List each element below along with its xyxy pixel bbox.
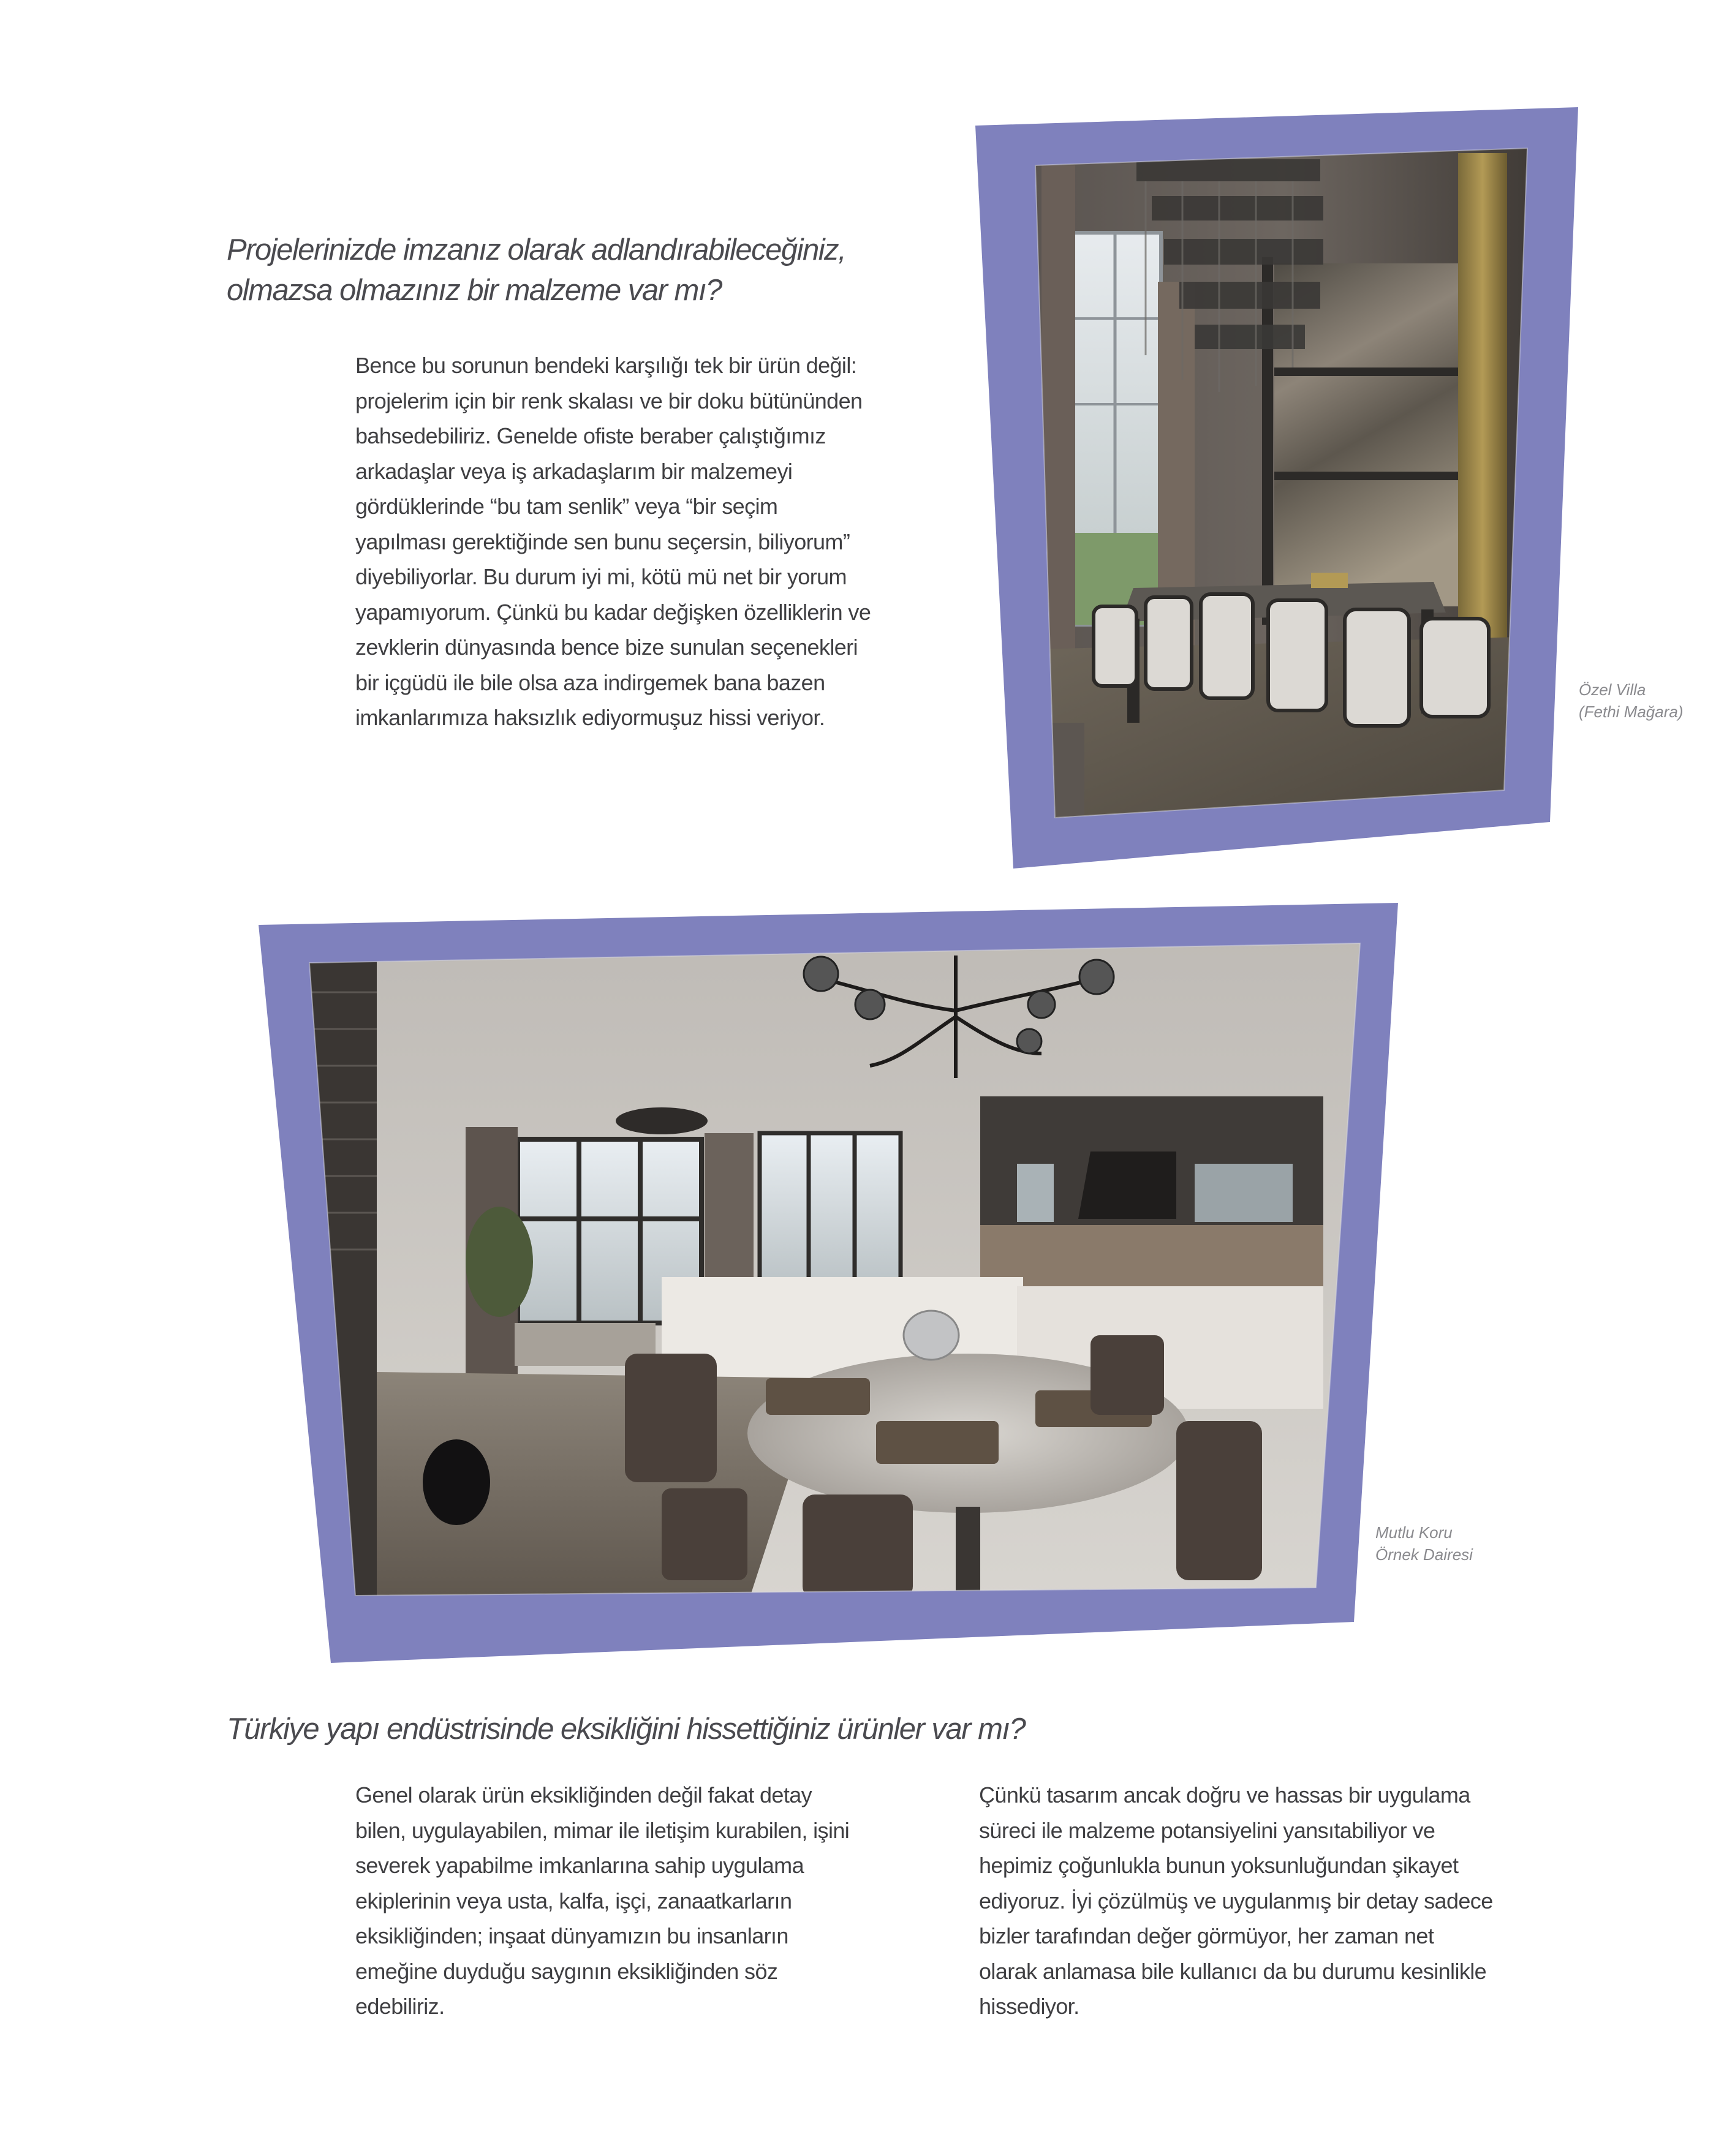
answer-line: arkadaşlar veya iş arkadaşlarım bir malzemeyi	[355, 458, 793, 484]
question-heading-2	[227, 1709, 1329, 1749]
answer-line: Genel olarak ürün eksikliğinden değil fakat detay	[355, 1782, 812, 1807]
answer-line: hissediyor.	[979, 1994, 1079, 2019]
answer-line: yapılması gerektiğinde sen bunu seçersin, biliyorum”	[355, 529, 850, 554]
answer-line: hepimiz çoğunlukla bunun yoksunluğundan şikayet	[979, 1853, 1459, 1878]
answer-line: diyebiliyorlar. Bu durum iyi mi, kötü mü net bir yorum	[355, 564, 847, 589]
answer-line: ediyoruz. İyi çözülmüş ve uygulanmış bir detay sadece	[979, 1888, 1493, 1913]
answer-line: bahsedebiliriz. Genelde ofiste beraber çalıştığımız	[355, 423, 826, 448]
answer-line: Çünkü tasarım ancak doğru ve hassas bir uygulama	[979, 1782, 1470, 1807]
caption-line: (Fethi Mağara)	[1579, 703, 1684, 721]
photo-caption-2	[1375, 1521, 1473, 1566]
answer-line: projelerim için bir renk skalası ve bir doku bütününden	[355, 388, 863, 413]
answer-line: eksikliğinden; inşaat dünyamızın bu insanların	[355, 1923, 788, 1948]
question-2-line: Türkiye yapı endüstrisinde eksikliğini hissettiğiniz ürünler var mı?	[227, 1713, 1026, 1746]
answer-line: Bence bu sorunun bendeki karşılığı tek bir ürün değil:	[355, 353, 857, 378]
answer-line: süreci ile malzeme potansiyelini yansıtabiliyor ve	[979, 1817, 1435, 1843]
question-1-line: Projelerinizde imzanız olarak adlandırabileceğiniz,	[227, 233, 846, 266]
answer-line: gördüklerinde “bu tam senlik” veya “bir seçim	[355, 494, 778, 519]
answer-paragraph-2-right	[979, 1777, 1567, 2024]
answer-line: bilen, uygulayabilen, mimar ile iletişim kurabilen, işini	[355, 1817, 850, 1843]
answer-line: bir içgüdü ile bile olsa aza indirgemek bana bazen	[355, 669, 825, 695]
answer-line: zevklerin dünyasında bence bize sunulan seçenekleri	[355, 635, 858, 660]
answer-line: imkanlarımıza haksızlık ediyormuşuz hissi veriyor.	[355, 705, 825, 730]
caption-line: Örnek Dairesi	[1375, 1545, 1473, 1564]
answer-paragraph-2-left	[355, 1777, 943, 2024]
answer-line: emeğine duyduğu saygının eksikliğinden söz	[355, 1958, 778, 1984]
answer-line: edebiliriz.	[355, 1994, 445, 2019]
caption-line: Özel Villa	[1579, 680, 1646, 699]
question-1-line: olmazsa olmazınız bir malzeme var mı?	[227, 274, 722, 307]
caption-line: Mutlu Koru	[1375, 1523, 1453, 1542]
answer-line: ekiplerinin veya usta, kalfa, işçi, zanaatkarların	[355, 1888, 792, 1913]
answer-line: bizler tarafından değer görmüyor, her zaman net	[979, 1923, 1434, 1948]
answer-line: severek yapabilme imkanlarına sahip uygulama	[355, 1853, 804, 1878]
answer-line: olarak anlamasa bile kullanıcı da bu durumu kesinlikle	[979, 1958, 1487, 1984]
answer-line: yapamıyorum. Çünkü bu kadar değişken özelliklerin ve	[355, 599, 871, 625]
